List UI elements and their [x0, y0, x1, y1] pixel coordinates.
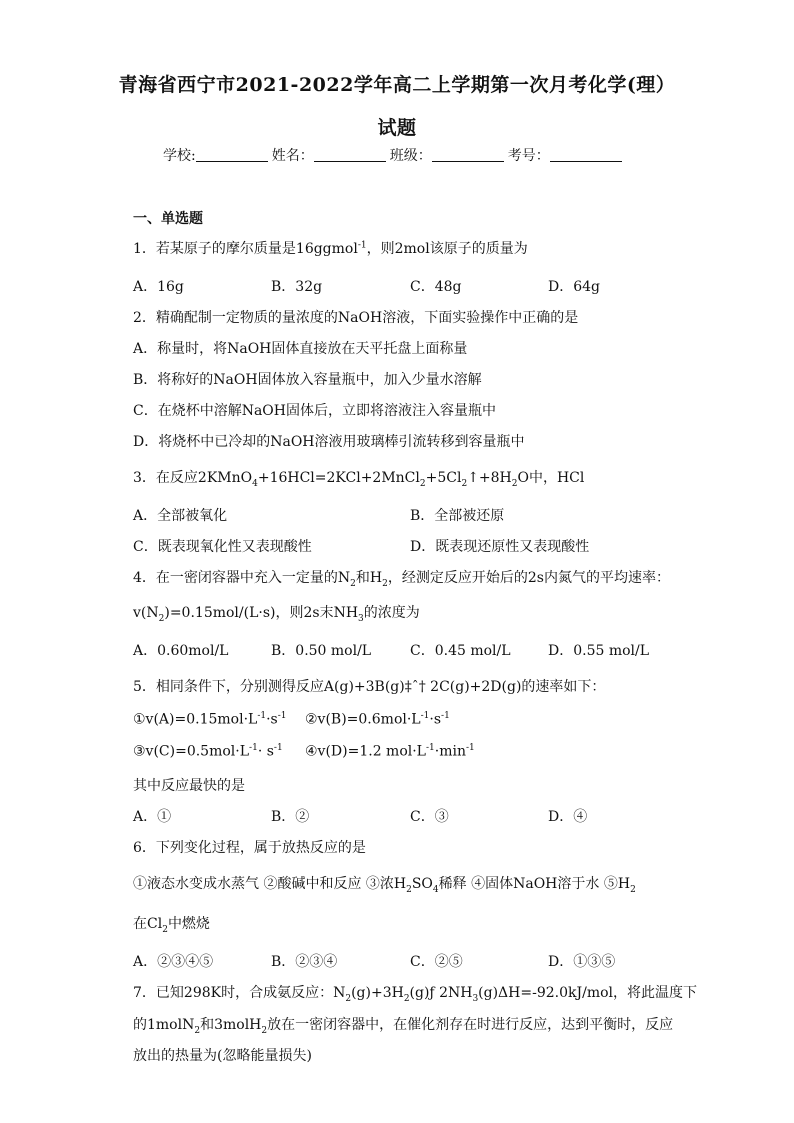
- q4-option-d: D．0.55 mol/L: [548, 643, 650, 659]
- exam-title-line2: 试题: [377, 117, 417, 139]
- section-heading: 一、单选题: [133, 211, 203, 227]
- question-4-stem: 4．在一密闭容器中充入一定量的$N_2$和$H_2$，经测定反应开始后的2s内氮气的平均速率：: [133, 570, 670, 589]
- q2-option-a: A．称量时，将NaOH固体直接放在天平托盘上面称量: [133, 341, 468, 357]
- q4-option-b: B．0.50 mol/L: [271, 643, 372, 659]
- question-6-items: ①液态水变成水蒸气 ②酸碱中和反应 ③浓$H_2SO_4$稀释 ④固体NaOH溶于水 $⑤H_2$: [133, 876, 636, 895]
- q5-option-b: B．②: [271, 809, 310, 825]
- question-5-stem: 5．相同条件下，分别测得反应A(g)+3B(g)‡ˆ† 2C(g)+2D(g)的速率如下：: [133, 679, 606, 695]
- question-6-stem: 6．下列变化过程，属于放热反应的是: [133, 840, 366, 856]
- school-blank[interactable]: [196, 147, 268, 162]
- q5-option-c: C．③: [410, 809, 449, 825]
- question-1-stem: 1．若某原子的摩尔质量是16ggmol$^{-1}$，则2mol该原子的质量为: [133, 240, 528, 257]
- q1-option-d: D．64g: [548, 279, 601, 295]
- student-info-row: [163, 145, 626, 165]
- q5-option-d: D．④: [548, 809, 588, 825]
- question-7-stem-line2: 的1molN$_2$和3molH$_2$放在一密闭容器中，在催化剂存在时进行反应，达到平衡时，反应: [133, 1017, 674, 1036]
- q5-option-a: A．①: [133, 809, 172, 825]
- question-2-stem: 2．精确配制一定物质的量浓度的NaOH溶液，下面实验操作中正确的是: [133, 310, 579, 326]
- q2-option-b: B．将称好的NaOH固体放入容量瓶中，加入少量水溶解: [133, 372, 482, 388]
- q5-rate-1: $①v(A)=0.15mol\cdot L^{-1}\cdot s^{-1}$: [133, 711, 287, 728]
- q1-option-a: A．16g: [133, 279, 184, 295]
- q6-option-c: C．②⑤: [410, 954, 463, 970]
- name-label: 姓名：: [271, 148, 314, 164]
- q6-option-b: B．②③④: [271, 954, 338, 970]
- q3-option-b: B．全部被还原: [410, 508, 505, 524]
- q1-option-c: C．48g: [410, 279, 462, 295]
- question-7-stem-line3: 放出的热量为(忽略能量损失): [133, 1048, 312, 1064]
- q2-option-c: C．在烧杯中溶解NaOH固体后，立即将溶液注入容量瓶中: [133, 403, 496, 419]
- q6-option-a: A．②③④⑤: [133, 954, 214, 970]
- school-label: 学校:: [163, 148, 196, 164]
- q3-option-a: A．全部被氧化: [133, 508, 228, 524]
- q2-option-d: D．将烧杯中已冷却的NaOH溶液用玻璃棒引流转移到容量瓶中: [133, 434, 525, 450]
- question-3-stem: 3．在反应$2KMnO_4+16HCl=2KCl+2MnCl_2+5Cl_2↑+8H_2O$中，HCl: [133, 470, 585, 489]
- q6-option-d: D．①③⑤: [548, 954, 616, 970]
- name-blank[interactable]: [314, 147, 386, 162]
- question-7-stem: 7．已知298K时，合成氨反应：$N_2(g)+3H_2(g)ƒ$ $2NH_3(g)\Delta H=-92.0kJ$/mol，将此温度下: [133, 985, 698, 1004]
- q3-option-d: D．既表现还原性又表现酸性: [410, 539, 590, 555]
- number-blank[interactable]: [550, 147, 622, 162]
- q4-option-c: C．0.45 mol/L: [410, 643, 511, 659]
- class-label: 班级：: [389, 148, 432, 164]
- number-label: 考号：: [507, 148, 550, 164]
- question-4-stem-line2: $v(N_2)=0.15mol/(L\cdot s)$，则2s末$NH_3$的浓度为: [133, 605, 420, 624]
- q3-option-c: C．既表现氧化性又表现酸性: [133, 539, 312, 555]
- exam-title-line1: 青海省西宁市2021-2022学年高二上学期第一次月考化学(理）: [118, 74, 676, 96]
- q5-rate-4: ④v(D)=1.2 $mol\cdot L^{-1}\cdot\min^{-1}$: [305, 743, 475, 760]
- class-blank[interactable]: [432, 147, 504, 162]
- q1-option-b: B．32g: [271, 279, 323, 295]
- question-5-question: 其中反应最快的是: [133, 778, 245, 794]
- q4-option-a: A．0.60mol/L: [133, 643, 229, 659]
- q5-rate-3: $③v(C)=0.5mol\cdot L^{-1}\cdot s^{-1}$: [133, 743, 283, 760]
- q5-rate-2: $②v(B)=0.6mol\cdot L^{-1}\cdot s^{-1}$: [305, 711, 450, 728]
- question-6-items-line2: 在$Cl_2$中燃烧: [133, 916, 210, 935]
